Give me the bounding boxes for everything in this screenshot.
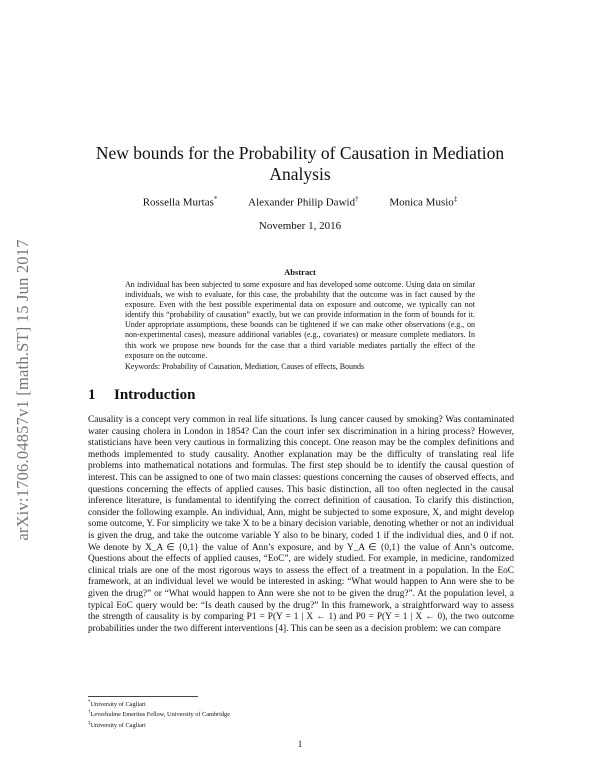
abstract-heading: Abstract	[284, 267, 316, 277]
footnotes	[88, 699, 508, 730]
paper-title: New bounds for the Probability of Causation in Mediation Analysis	[95, 143, 505, 184]
footnote-mark: †	[88, 710, 91, 716]
footnote-mark: ‡	[88, 720, 91, 726]
author	[248, 195, 358, 209]
author-footnote-mark: †	[355, 195, 359, 203]
footnote-text: Leverhulme Emeritus Fellow, University of Cambridge	[90, 711, 230, 719]
footnote-divider	[88, 696, 198, 697]
section-title: Introduction	[114, 387, 196, 403]
author-name: Alexander Philip Dawid	[248, 196, 356, 209]
footnote-text: University of Cagliari	[90, 701, 146, 709]
keywords: Keywords: Probability of Causation, Mediation, Causes of effects, Bounds	[125, 362, 365, 371]
arxiv-identifier-text: arXiv:1706.04857v1 [math.ST] 15 Jun 2017	[13, 239, 32, 541]
footnote	[88, 720, 508, 730]
page-number: 1	[297, 739, 303, 749]
author-footnote-mark: *	[213, 195, 218, 203]
section-number: 1	[88, 387, 96, 403]
footnote-mark: *	[88, 700, 91, 705]
author-name: Monica Musio	[389, 196, 454, 209]
arxiv-identifier-stamp	[8, 180, 38, 600]
author-list	[88, 195, 512, 209]
footnote-text: University of Cagliari	[90, 721, 146, 729]
author-name: Rossella Murtas	[142, 196, 214, 209]
introduction-paragraph: Causality is a concept very common in real life situations. Is lung cancer caused by smoking? Was contaminated water causing cholera in London in 1854? Can the court infer sex discrimination in a hiring process? However, statisticians have been very cautious in formalizing this concept. One reason may be the complex definitions and methods implemented to study causality. Another explanation may be the difficulty of translating real life problems into mathematical notations and formulas. The first step should be to identify the causal question of interest. This can be assigned to one of two main classes: questions concerning the causes of observed effects, and questions concerning the effects of applied causes. This basic distinction, all too often neglected in the causal inference literature, is fundamental to identifying the correct definition of causation. To clarify this distinction, consider the following example. An individual, Ann, might be subjected to some exposure, X, and might develop some outcome, Y. For simplicity we take X to be a binary decision variable, denoting whether or not an individual is given the drug, and take the outcome variable Y also to be binary, coded 1 if the individual dies, and 0 if not. We denote by X_A ∈ {0,1} the value of Ann’s exposure, and by Y_A ∈ {0,1} the value of Ann’s outcome. Questions about the effects of applied causes, “EoC”, are widely studied. For example, in medicine, randomized clinical trials are one of the most rigorous ways to assess the effect of a treatment in a population. In the EoC framework, at an individual level we would be interested in asking: “What would happen to Ann were she to be given the drug?” or “What would happen to Ann were she not to be given the drug?”. At the population level, a typical EoC query would be: “Is death caused by the drug?” In this framework, a straightforward way to assess the strength of causality is by comparing P1 = P(Y = 1 | X ← 1) and P0 = P(Y = 1 | X ← 0), the two outcome probabilities under the two different interventions [4]. This can be seen as a decision problem: we can compare	[88, 415, 514, 634]
author	[389, 195, 457, 209]
abstract-text: An individual has been subjected to some exposure and has developed some outcome. Using data on similar individuals, we wish to evaluate, for this case, the probability that the outcome was in fact caused by the exposure. Even with the best possible experimental data on exposure and outcome, we typically can not identify this “probability of causation” exactly, but we can provide information in the form of bounds for it. Under appropriate assumptions, these bounds can be tightened if we can make other observations (e.g., on non-experimental cases), measure additional variables (e.g., covariates) or measure complete mediators. In this work we propose new bounds for the case that a third variable mediates partially the effect of the exposure on the outcome.	[125, 280, 475, 360]
author	[143, 195, 218, 209]
paper-date: November 1, 2016	[258, 220, 342, 232]
footnote	[88, 709, 508, 719]
author-footnote-mark: ‡	[453, 195, 458, 203]
section-heading	[88, 387, 195, 404]
footnote	[88, 699, 508, 709]
